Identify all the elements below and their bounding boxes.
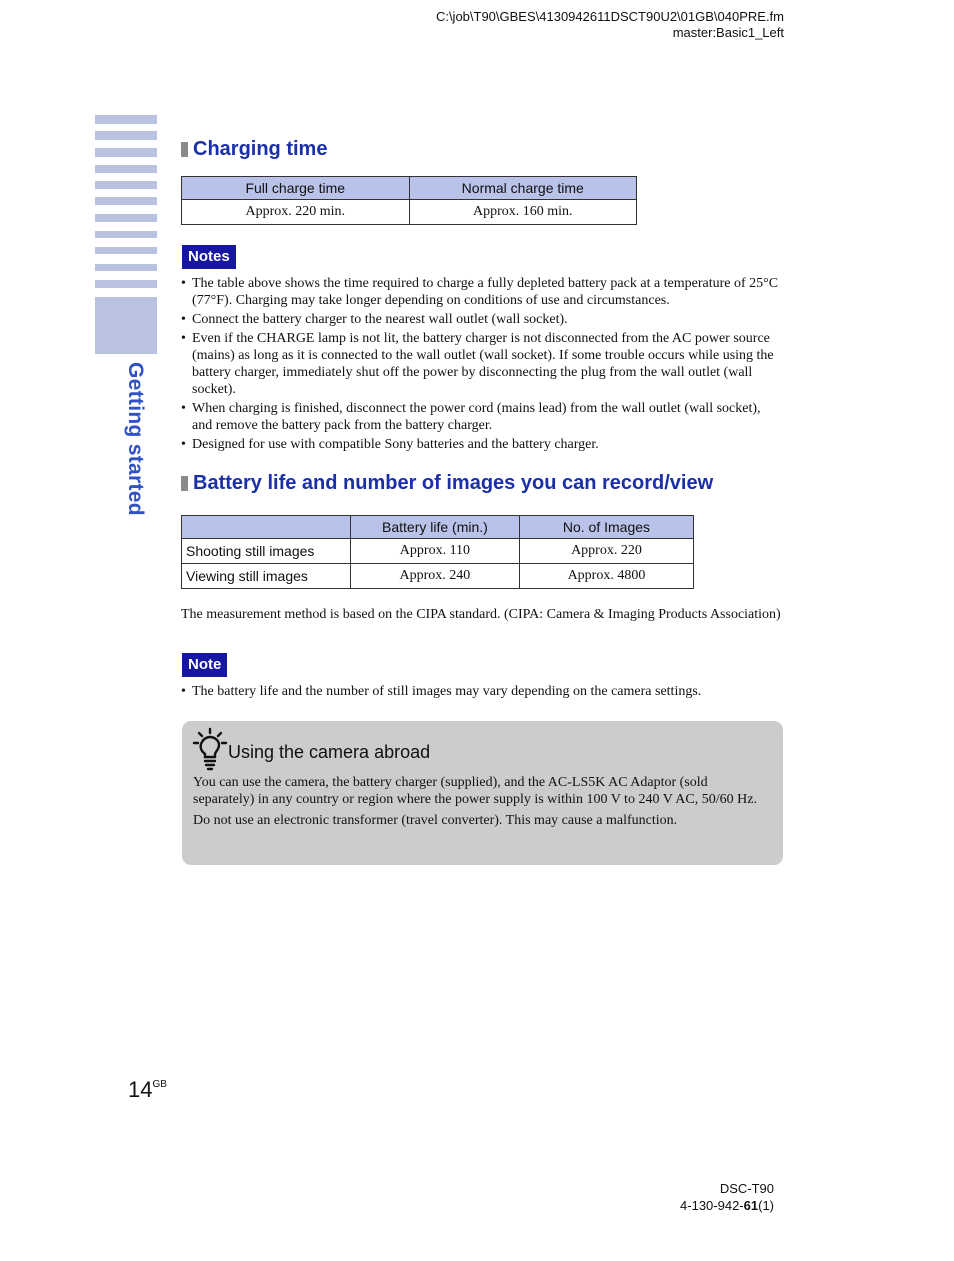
heading-marker xyxy=(181,476,188,491)
footer-model-info xyxy=(680,1180,774,1214)
table-row-header: Viewing still images xyxy=(182,564,351,589)
section-label-vertical: Getting started xyxy=(124,362,147,516)
list-item: • Even if the CHARGE lamp is not lit, the battery charger is not disconnected from the AC power source (mains) as long as it is connected to the wall outlet (wall socket). If some trouble occurs while using the battery charger, immediately shut off the power by disconnecting the plug from the wall outlet (wall socket). xyxy=(181,330,783,398)
sidebar-stripe xyxy=(95,280,157,288)
tip-paragraph: Do not use an electronic transformer (travel converter). This may cause a malfunction. xyxy=(193,813,678,828)
tip-body xyxy=(193,774,768,833)
table-cell: Approx. 4800 xyxy=(519,564,693,589)
heading-marker xyxy=(181,142,188,157)
file-path-header xyxy=(436,9,784,41)
tip-title: Using the camera abroad xyxy=(228,742,431,762)
sidebar-stripe xyxy=(95,264,157,271)
tip-paragraph: You can use the camera, the battery charger (supplied), and the AC-LS5K AC Adaptor (sold separately) in any country or region where the power supply is within 100 V to 240 V AC, 50/60 Hz. xyxy=(193,775,757,807)
list-item: • When charging is finished, disconnect the power cord (mains lead) from the wall outlet (wall socket), and remove the battery pack from the battery charger. xyxy=(181,400,783,434)
table-cell: Approx. 110 xyxy=(350,539,519,564)
part-number-bold: 61 xyxy=(743,1198,759,1213)
table-cell: Approx. 220 xyxy=(519,539,693,564)
table-header-cell: Full charge time xyxy=(182,177,410,200)
sidebar-stripe xyxy=(95,131,157,140)
sidebar-stripe xyxy=(95,115,157,124)
sidebar-stripe xyxy=(95,231,157,238)
page-number xyxy=(128,1077,167,1103)
page-number-suffix: GB xyxy=(152,1079,167,1090)
charging-time-table xyxy=(181,176,637,225)
list-item: • The table above shows the time required to charge a fully depleted battery pack at a temperature of 25°C (77°F). Charging may take longer depending on conditions of use and circumstances. xyxy=(181,275,783,309)
heading-text: Charging time xyxy=(193,138,328,160)
table-cell: Approx. 160 min. xyxy=(409,200,637,225)
lightbulb-icon xyxy=(192,727,228,773)
sidebar-stripe xyxy=(95,148,157,157)
notes-label: Notes xyxy=(182,245,236,269)
battery-life-heading xyxy=(181,472,713,495)
part-number-suffix: (1) xyxy=(758,1198,774,1213)
list-item: • The battery life and the number of still images may vary depending on the camera settings. xyxy=(181,683,783,700)
part-number-prefix: 4-130-942- xyxy=(680,1198,744,1213)
charging-notes-list xyxy=(181,275,783,455)
charging-time-heading xyxy=(181,138,327,161)
tip-box xyxy=(182,721,783,865)
sidebar-stripe xyxy=(95,165,157,173)
table-header-cell xyxy=(182,516,351,539)
table-row-header: Shooting still images xyxy=(182,539,351,564)
list-item: • Connect the battery charger to the nearest wall outlet (wall socket). xyxy=(181,311,783,328)
table-row xyxy=(182,539,694,564)
sidebar-stripe xyxy=(95,181,157,189)
part-number xyxy=(680,1197,774,1214)
measurement-method-text: The measurement method is based on the CIPA standard. (CIPA: Camera & Imaging Products Association) xyxy=(181,607,781,622)
table-header-cell: Normal charge time xyxy=(409,177,637,200)
sidebar-stripe xyxy=(95,247,157,254)
battery-life-table xyxy=(181,515,694,589)
sidebar-stripe xyxy=(95,214,157,222)
table-cell: Approx. 220 min. xyxy=(182,200,410,225)
note-label: Note xyxy=(182,653,227,677)
table-header-row xyxy=(182,177,637,200)
sidebar-block xyxy=(95,297,157,354)
table-row xyxy=(182,200,637,225)
heading-text: Battery life and number of images you can record/view xyxy=(193,472,714,494)
table-header-cell: No. of Images xyxy=(519,516,693,539)
battery-notes-list xyxy=(181,683,783,702)
file-path: C:\job\T90\GBES\4130942611DSCT90U2\01GB\040PRE.fm xyxy=(435,9,784,24)
page-number-value: 14 xyxy=(128,1077,153,1102)
model-name: DSC-T90 xyxy=(719,1181,774,1196)
table-cell: Approx. 240 xyxy=(350,564,519,589)
table-header-cell: Battery life (min.) xyxy=(350,516,519,539)
sidebar-stripe xyxy=(95,197,157,205)
list-item: • Designed for use with compatible Sony batteries and the battery charger. xyxy=(181,436,783,453)
master-page-name: master:Basic1_Left xyxy=(672,25,784,40)
table-row xyxy=(182,564,694,589)
table-header-row xyxy=(182,516,694,539)
